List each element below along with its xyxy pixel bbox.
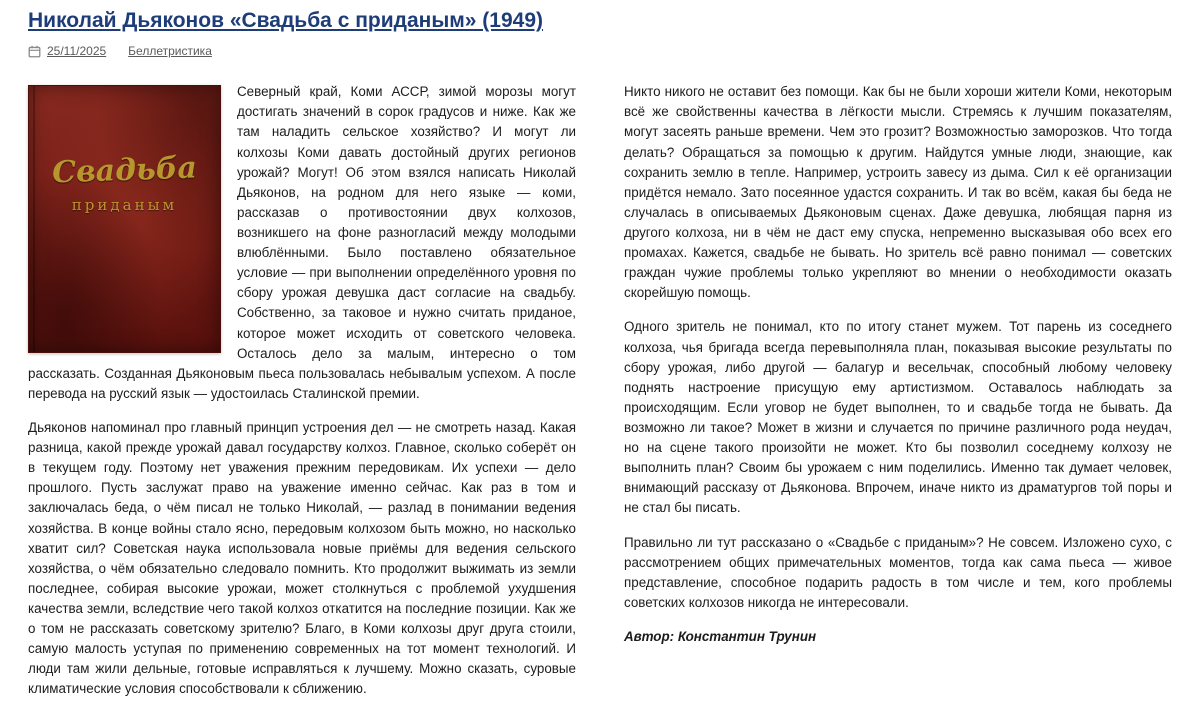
- page-title: [28, 8, 1172, 34]
- cover-title-line1: Свадьба: [51, 150, 198, 191]
- article-content: [28, 82, 1172, 713]
- paragraph: Одного зритель не понимал, кто по итогу станет мужем. Тот парень из соседнего колхоза, чья бригада всегда перевыполняла план, показывая высокие результаты по сбору урожая, либо другой — балагур и весельчак, способный любому человеку поднять настроение присущую ему артистизмом. Оставалось наблюдать за происходящим. Если уговор не будет выполнен, то и свадьбе тогда не бывать. Да возможно ли такое? Может в жизни и случается по причине различного рода неудач, но на сцене такого произойти не может. Кто бы позволил соседнему колхозу не выполнить план? Своим бы урожаем с ним поделились. Именно так думает человек, внимающий рассказу от Дьяконова. Впрочем, иначе никто из драматургов той поры и не стал бы писать.: [624, 319, 1172, 516]
- post-date-link[interactable]: 25/11/2025: [47, 44, 107, 59]
- cover-title-line2: приданым: [71, 195, 178, 214]
- paragraph: Северный край, Коми АССР, зимой морозы могут достигать значений в сорок градусов и ниже. Как же там наладить сельское хозяйство? И могут ли колхозы Коми давать достойный других регионов урожай? Могут! Об этом взялся написать Николай Дьяконов, на родном для него языке — коми, рассказав о противостоянии двух колхозов, возникшего на фоне разногласий между молодыми влюблёнными. Было поставлено обязательное условие — при выполнении определённого уровня по сбору урожая девушка даст согласие на свадьбу. Собственно, за таковое и нужно считать приданое, которое может исходить от советского человека. Осталось дело за малым, интересно о том рассказать. Созданная Дьяконовым пьеса пользовалась небывалым успехом. А после перевода на русский язык — удостоилась Сталинской премии.: [28, 84, 576, 401]
- calendar-icon: [28, 45, 41, 58]
- right-column: [624, 82, 1172, 713]
- left-column: [28, 82, 576, 713]
- post-meta: [28, 44, 1172, 58]
- book-cover-title: [29, 150, 220, 214]
- book-cover-image: [28, 85, 221, 353]
- author-line: Автор: Константин Трунин: [624, 628, 817, 644]
- paragraph: Никто никого не оставит без помощи. Как бы не были хороши жители Коми, некоторым всё же свойственны качества в лёгкости мысли. Стремясь к лучшим показателям, могут засеять раньше времени. Чем это грозит? Возможностью заморозков. Что тогда делать? Обращаться за помощью к другим. Найдутся умные люди, знающие, как сохранить землю в тепле. Например, устроить завесу из дыма. Сил к её организации придётся немало. Зато посеянное удастся сохранить. И так во всём, какая бы беда не случалась в описываемых Дьяконовым сценах. Даже девушка, любящая парня из другого колхоза, ни в чём не даст ему спуска, непременно высказывая обо всех его промахах. Кажется, свадьбе не бывать. Но зритель всё равно понимал — советских граждан чужие проблемы только укрепляют во мнении о необходимости оказать скорейшую помощь.: [624, 84, 1172, 301]
- post-title-link[interactable]: Николай Дьяконов «Свадьба с приданым» (1949): [28, 9, 544, 32]
- paragraph: Дьяконов напоминал про главный принцип устроения дел — не смотреть назад. Какая разница, какой прежде урожай давал государству колхоз. Главное, сколько соберёт он в текущем году. Поэтому нет уважения прежним передовикам. Их успехи — дело прошлого. Пусть заслужат право на уважение именно сейчас. Как раз в том и заключалась беда, о чём писал не только Николай, — разлад в понимании ведения хозяйства. В конце войны стало ясно, передовым колхозом быть можно, но насколько хватит сил? Советская наука использовала новые приёмы для ведения сельского хозяйства, о чём обязательно следовало помнить. Кто продолжит выжимать из земли последнее, собирая высокие урожаи, может столкнуться с проблемой ухудшения качества земли, вследствие чего такой колхоз откатится на последние позиции. Как же о том не рассказать советскому зрителю? Благо, в Коми колхозы друг друга стоили, самую малость уступая по применению современных на тот момент технологий. И люди там жили дельные, готовые исправляться к лучшему. Можно сказать, суровые климатические условия способствовали к сближению.: [28, 420, 576, 697]
- category-link[interactable]: Беллетристика: [128, 44, 212, 59]
- paragraph: Правильно ли тут рассказано о «Свадьбе с приданым»? Не совсем. Изложено сухо, с рассмотрением общих примечательных моментов, тогда как сама пьеса — живое представление, способное подарить радость в том числе и тем, кого проблемы советских колхозов никогда не интересовали.: [624, 534, 1172, 610]
